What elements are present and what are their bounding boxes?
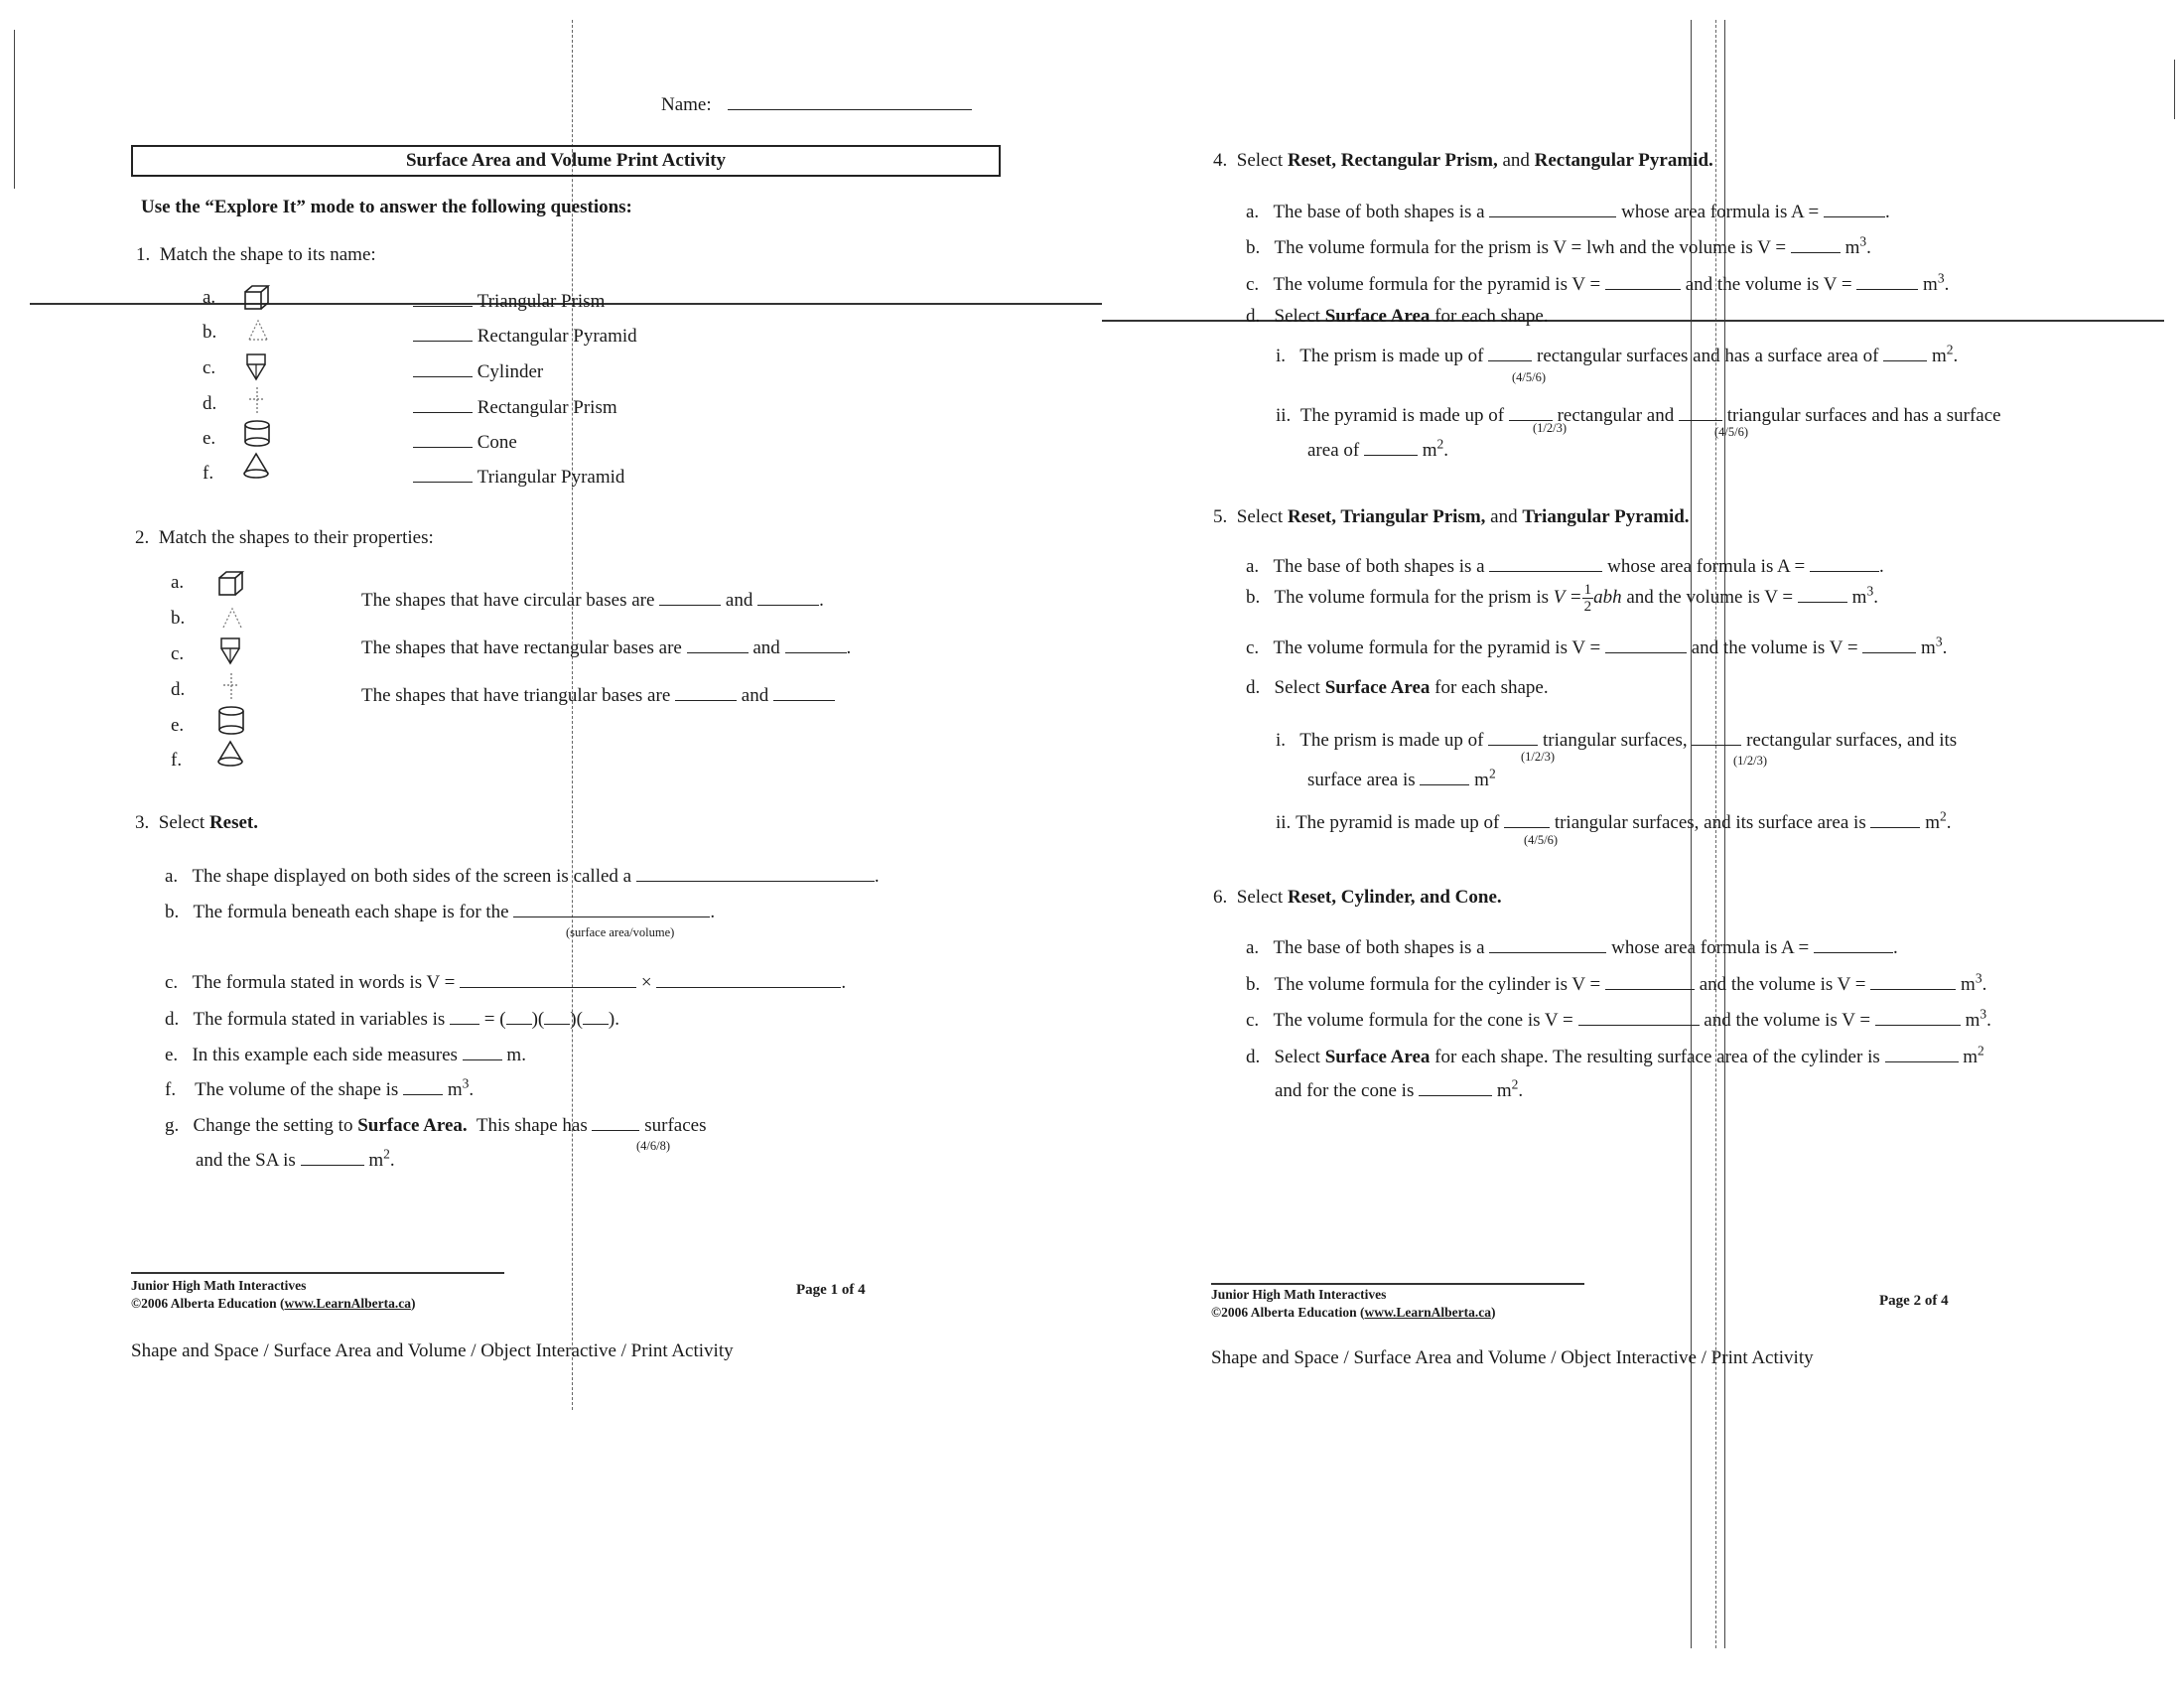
q5d: d. Select Surface Area for each shape. bbox=[1246, 677, 1549, 698]
q3d-blank-3[interactable] bbox=[583, 1005, 609, 1025]
q4d-ii-note-1: (1/2/3) bbox=[1533, 421, 1568, 435]
scan-line-right-3 bbox=[1715, 20, 1716, 1648]
q1-prompt: 1. Match the shape to its name: bbox=[136, 244, 376, 265]
q2-triangular-prism-icon bbox=[218, 635, 242, 667]
q1-blank-5[interactable] bbox=[413, 428, 473, 448]
q4d-i-note: (4/5/6) bbox=[1512, 370, 1547, 384]
q2-letter-d: d. bbox=[171, 679, 186, 700]
q2-letter-b: b. bbox=[171, 608, 186, 629]
q5d-ii-tri-blank[interactable] bbox=[1504, 808, 1550, 828]
page1-footer-link[interactable]: www.LearnAlberta.ca bbox=[284, 1296, 411, 1311]
q1-letter-d: d. bbox=[203, 393, 217, 414]
q4-heading: 4. Select Reset, Rectangular Prism, and Rectangular Pyramid. bbox=[1213, 150, 1713, 171]
name-blank[interactable] bbox=[728, 90, 972, 110]
q6d: d. Select Surface Area for each shape. The resulting surface area of the cylinder is $m^2$ bbox=[1246, 1043, 1984, 1067]
q4d-ii-rect-blank[interactable] bbox=[1509, 401, 1553, 421]
q2-cone-icon bbox=[214, 739, 246, 769]
q5d-i-area-blank[interactable] bbox=[1420, 766, 1469, 785]
q5-heading: 5. Select Reset, Triangular Prism, and Triangular Pyramid. bbox=[1213, 506, 1690, 527]
q6c-formula-blank[interactable] bbox=[1578, 1006, 1700, 1026]
q3d: d. The formula stated in variables is = ( )( )( ). bbox=[165, 1005, 619, 1031]
q3d-blank-2[interactable] bbox=[544, 1005, 570, 1025]
q2-rectangular-blank-1[interactable] bbox=[687, 634, 749, 653]
q3c-blank-1[interactable] bbox=[460, 968, 636, 988]
scan-line-right-2 bbox=[1724, 20, 1725, 1648]
q6d-cone-area-blank[interactable] bbox=[1419, 1076, 1492, 1096]
q1-letter-a: a. bbox=[203, 287, 216, 308]
q5d-i-line2: surface area is $m^2$ bbox=[1307, 766, 1496, 790]
activity-title: Surface Area and Volume Print Activity bbox=[405, 150, 727, 171]
cone-icon bbox=[240, 451, 272, 481]
q2-triangular-blank-1[interactable] bbox=[675, 681, 737, 701]
scan-line-left-edge bbox=[14, 30, 15, 189]
q5d-i: i. The prism is made up of triangular surfaces, rectangular surfaces, and its bbox=[1276, 726, 1957, 752]
rectangular-pyramid-icon bbox=[246, 318, 270, 344]
q5a: a. The base of both shapes is a whose area formula is A = . bbox=[1246, 552, 1884, 578]
q4a-formula-blank[interactable] bbox=[1824, 198, 1885, 217]
q6c-volume-blank[interactable] bbox=[1875, 1006, 1961, 1026]
page1-footer-org: Junior High Math Interactives bbox=[131, 1278, 307, 1293]
q6b-volume-blank[interactable] bbox=[1870, 970, 1956, 990]
q1-blank-2[interactable] bbox=[413, 322, 473, 342]
q3b-blank[interactable] bbox=[513, 898, 710, 917]
page2-footer-rule bbox=[1211, 1283, 1584, 1285]
q3d-blank-result[interactable] bbox=[450, 1005, 479, 1025]
q6d-cylinder-area-blank[interactable] bbox=[1885, 1043, 1959, 1062]
scan-fold-line-center bbox=[572, 20, 573, 1410]
q5c-volume-blank[interactable] bbox=[1862, 634, 1916, 653]
q1-option-6: Triangular Pyramid bbox=[413, 463, 624, 489]
q1-letter-f: f. bbox=[203, 463, 214, 484]
q2-circular-blank-2[interactable] bbox=[757, 586, 819, 606]
q2-letter-a: a. bbox=[171, 572, 185, 593]
q4d-i: i. The prism is made up of rectangular surfaces and has a surface area of $m^2$. bbox=[1276, 342, 1959, 366]
q2-rectangular-prism-icon bbox=[216, 570, 244, 598]
q1-blank-4[interactable] bbox=[413, 393, 473, 413]
q4a-base-blank[interactable] bbox=[1489, 198, 1616, 217]
q4c: c. The volume formula for the pyramid is V = and the volume is $V = m^3$. bbox=[1246, 270, 1950, 295]
q1-blank-1[interactable] bbox=[413, 287, 473, 307]
q1-option-4: Rectangular Prism bbox=[413, 393, 617, 419]
activity-title-box bbox=[131, 145, 1001, 177]
page2-breadcrumb: Shape and Space / Surface Area and Volume / Object Interactive / Print Activity bbox=[1211, 1347, 1814, 1368]
q4a: a. The base of both shapes is a whose area formula is A = . bbox=[1246, 198, 1890, 223]
q4d-ii-note-2: (4/5/6) bbox=[1714, 425, 1749, 439]
instructions: Use the “Explore It” mode to answer the following questions: bbox=[141, 197, 632, 217]
q4d-ii: ii. The pyramid is made up of rectangular and triangular surfaces and has a surface bbox=[1276, 401, 2001, 427]
q3-heading: 3. Select Reset. bbox=[135, 812, 258, 833]
q4d-ii-line2: area of $m^2$. bbox=[1307, 436, 1448, 461]
page1-page-label: Page 1 of 4 bbox=[796, 1282, 866, 1298]
q6a: a. The base of both shapes is a whose area formula is A = . bbox=[1246, 933, 1898, 959]
q6b-formula-blank[interactable] bbox=[1605, 970, 1695, 990]
q3b: b. The formula beneath each shape is for the . bbox=[165, 898, 715, 923]
q3g-line2: and the SA is $m^2$. bbox=[196, 1146, 395, 1171]
q5d-ii-area-blank[interactable] bbox=[1870, 808, 1920, 828]
page2-page-label: Page 2 of 4 bbox=[1879, 1293, 1949, 1309]
q3c-blank-2[interactable] bbox=[656, 968, 841, 988]
triangular-prism-icon bbox=[244, 352, 268, 383]
q3b-note: (surface area/volume) bbox=[566, 925, 675, 939]
triangular-pyramid-icon bbox=[246, 385, 268, 415]
q2-circular-blank-1[interactable] bbox=[659, 586, 721, 606]
q2-rectangular-bases: The shapes that have rectangular bases are and . bbox=[361, 634, 851, 659]
q1-letter-c: c. bbox=[203, 357, 216, 378]
q2-cylinder-icon bbox=[216, 705, 246, 737]
q5c: c. The volume formula for the pyramid is V = and the volume is $V = m^3$. bbox=[1246, 634, 1948, 658]
q4d-i-area-blank[interactable] bbox=[1883, 342, 1927, 361]
q5a-formula-blank[interactable] bbox=[1810, 552, 1879, 572]
q1-letter-e: e. bbox=[203, 428, 216, 449]
q2-letter-e: e. bbox=[171, 715, 185, 736]
q1-option-3: Cylinder bbox=[413, 357, 543, 383]
q3c: c. The formula stated in words is V = × . bbox=[165, 968, 846, 994]
q4c-volume-blank[interactable] bbox=[1856, 270, 1918, 290]
page1-footer-rule bbox=[131, 1272, 504, 1274]
q3e-blank[interactable] bbox=[463, 1041, 502, 1060]
q4d-ii-tri-blank[interactable] bbox=[1679, 401, 1722, 421]
q6a-base-blank[interactable] bbox=[1489, 933, 1606, 953]
rectangular-prism-icon bbox=[242, 284, 270, 312]
q1-option-2: Rectangular Pyramid bbox=[413, 322, 637, 348]
q5d-i-rect-blank[interactable] bbox=[1692, 726, 1741, 746]
q5d-ii: ii. The pyramid is made up of triangular surfaces, and its surface area is $m^2$. bbox=[1276, 808, 1952, 833]
q5d-i-tri-blank[interactable] bbox=[1488, 726, 1538, 746]
q6d-line2: and for the cone is $m^2$. bbox=[1275, 1076, 1524, 1101]
q6a-formula-blank[interactable] bbox=[1814, 933, 1893, 953]
scan-line-right-1 bbox=[1691, 20, 1692, 1648]
q5c-formula-blank[interactable] bbox=[1605, 634, 1687, 653]
q3a-blank[interactable] bbox=[636, 862, 875, 882]
q1-option-5: Cone bbox=[413, 428, 517, 454]
one-half-fraction: $\frac{1}{2}$ bbox=[1583, 582, 1592, 615]
q3f: f. The volume of the shape is $m^3$. bbox=[165, 1075, 475, 1100]
name-label: Name: bbox=[661, 90, 972, 116]
q5b-volume-blank[interactable] bbox=[1798, 583, 1847, 603]
q6-heading: 6. Select Reset, Cylinder, and Cone. bbox=[1213, 887, 1502, 908]
q2-triangular-bases: The shapes that have triangular bases are and bbox=[361, 681, 835, 707]
q1-blank-6[interactable] bbox=[413, 463, 473, 483]
q4b: b. The volume formula for the prism is V = lwh and the volume is $V = m^3$. bbox=[1246, 233, 1871, 258]
q2-letter-f: f. bbox=[171, 750, 183, 771]
q3a: a. The shape displayed on both sides of the screen is called a . bbox=[165, 862, 880, 888]
scan-line-right-edge bbox=[2174, 60, 2175, 119]
q2-prompt: 2. Match the shapes to their properties: bbox=[135, 527, 434, 548]
q3d-blank-1[interactable] bbox=[506, 1005, 532, 1025]
q3g-surfaces-blank[interactable] bbox=[592, 1111, 639, 1131]
q1-option-1: Triangular Prism bbox=[413, 287, 605, 313]
page2-footer-org: Junior High Math Interactives bbox=[1211, 1287, 1387, 1302]
q3f-blank[interactable] bbox=[403, 1075, 443, 1095]
q5d-i-note-1: (1/2/3) bbox=[1521, 750, 1556, 764]
q4d-i-count-blank[interactable] bbox=[1488, 342, 1532, 361]
page1-footer-copyright: ©2006 Alberta Education (www.LearnAlberta.ca) bbox=[131, 1296, 416, 1311]
q2-triangular-blank-2[interactable] bbox=[773, 681, 835, 701]
page1-breadcrumb: Shape and Space / Surface Area and Volume / Object Interactive / Print Activity bbox=[131, 1340, 734, 1361]
q5a-base-blank[interactable] bbox=[1489, 552, 1602, 572]
q4b-volume-blank[interactable] bbox=[1791, 233, 1841, 253]
cylinder-icon bbox=[242, 419, 272, 449]
q3g-sa-blank[interactable] bbox=[301, 1146, 364, 1166]
q2-rectangular-blank-2[interactable] bbox=[785, 634, 847, 653]
page2-footer-copyright: ©2006 Alberta Education (www.LearnAlberta.ca) bbox=[1211, 1305, 1496, 1320]
q3g-note: (4/6/8) bbox=[636, 1139, 671, 1153]
q5d-ii-note: (4/5/6) bbox=[1524, 833, 1559, 847]
q2-rectangular-pyramid-icon bbox=[220, 606, 244, 632]
q3g: g. Change the setting to Surface Area. This shape has surfaces bbox=[165, 1111, 706, 1137]
q4d: d. Select Surface Area for each shape. bbox=[1246, 306, 1549, 327]
q6b: b. The volume formula for the cylinder is V = and the volume is $V = m^3$. bbox=[1246, 970, 1987, 995]
page2-footer-link[interactable]: www.LearnAlberta.ca bbox=[1364, 1305, 1491, 1320]
q1-blank-3[interactable] bbox=[413, 357, 473, 377]
q6c: c. The volume formula for the cone is V = and the volume is $V = m^3$. bbox=[1246, 1006, 1991, 1031]
q1-letter-b: b. bbox=[203, 322, 217, 343]
q3e: e. In this example each side measures m. bbox=[165, 1041, 526, 1066]
q2-letter-c: c. bbox=[171, 643, 185, 664]
q4d-ii-area-blank[interactable] bbox=[1364, 436, 1418, 456]
q4c-formula-blank[interactable] bbox=[1605, 270, 1681, 290]
q2-triangular-pyramid-icon bbox=[220, 671, 242, 701]
q2-circular-bases: The shapes that have circular bases are and . bbox=[361, 586, 824, 612]
q5b: b. The volume formula for the prism is V = $\frac{1}{2}$ abh and the volume is $V = m^3$. bbox=[1246, 582, 1878, 615]
q5d-i-note-2: (1/2/3) bbox=[1733, 754, 1768, 768]
